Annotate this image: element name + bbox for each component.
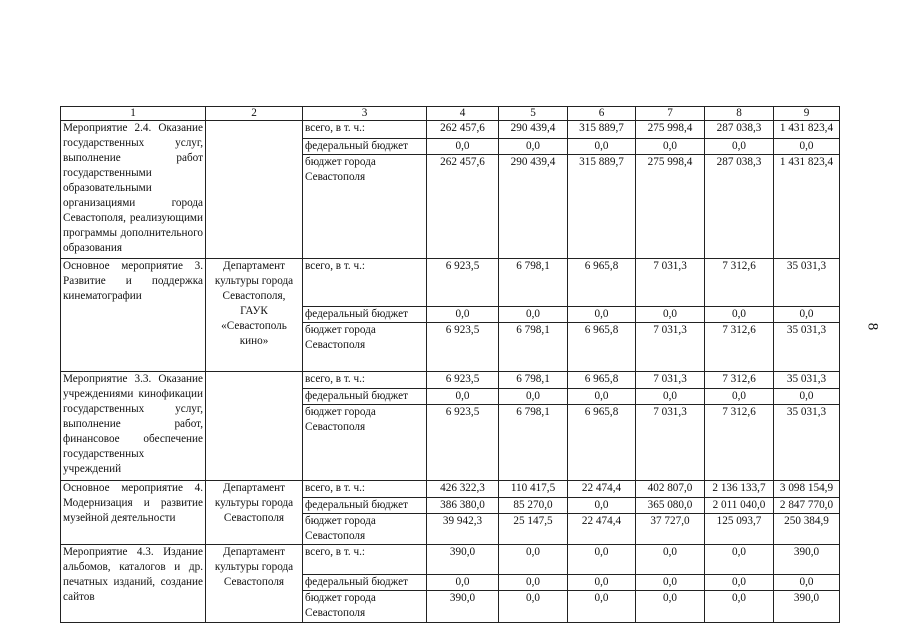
value-cell: 426 322,3 — [427, 481, 499, 498]
value-cell: 6 923,5 — [427, 259, 499, 307]
value-cell: 0,0 — [427, 139, 499, 155]
value-cell: 22 474,4 — [568, 514, 636, 545]
value-cell: 6 923,5 — [427, 405, 499, 481]
funding-source-cell: бюджет города Севастополя — [303, 155, 427, 259]
value-cell: 365 080,0 — [636, 498, 705, 514]
value-cell: 0,0 — [568, 498, 636, 514]
responsible-cell — [206, 372, 303, 481]
value-cell: 0,0 — [499, 139, 568, 155]
value-cell: 6 965,8 — [568, 259, 636, 307]
value-cell: 7 312,6 — [705, 405, 774, 481]
value-cell: 287 038,3 — [705, 155, 774, 259]
value-cell: 7 312,6 — [705, 372, 774, 389]
value-cell: 402 807,0 — [636, 481, 705, 498]
measure-cell: Основное мероприятие 4. Модернизация и развитие музейной деятельности — [61, 481, 206, 545]
column-header: 4 — [427, 107, 499, 121]
funding-source-cell: всего, в т. ч.: — [303, 545, 427, 575]
funding-source-cell: федеральный бюджет — [303, 498, 427, 514]
value-cell: 35 031,3 — [774, 259, 840, 307]
table-row — [61, 372, 840, 389]
value-cell: 290 439,4 — [499, 121, 568, 139]
funding-source-cell: всего, в т. ч.: — [303, 121, 427, 139]
value-cell: 35 031,3 — [774, 405, 840, 481]
value-cell: 386 380,0 — [427, 498, 499, 514]
value-cell: 0,0 — [705, 545, 774, 575]
value-cell: 110 417,5 — [499, 481, 568, 498]
value-cell: 0,0 — [636, 545, 705, 575]
value-cell: 0,0 — [636, 307, 705, 323]
value-cell: 390,0 — [427, 591, 499, 623]
table-row — [61, 481, 840, 498]
value-cell: 25 147,5 — [499, 514, 568, 545]
value-cell: 7 031,3 — [636, 372, 705, 389]
value-cell: 390,0 — [774, 591, 840, 623]
column-header: 2 — [206, 107, 303, 121]
table-row — [61, 545, 840, 575]
value-cell: 22 474,4 — [568, 481, 636, 498]
value-cell: 0,0 — [499, 307, 568, 323]
value-cell: 3 098 154,9 — [774, 481, 840, 498]
measure-cell: Мероприятие 2.4. Оказание государственных услуг, выполнение работ государственными образовательными организациями города Севастополя, реализующими программы дополнительного образования — [61, 121, 206, 259]
value-cell: 39 942,3 — [427, 514, 499, 545]
value-cell: 37 727,0 — [636, 514, 705, 545]
funding-source-cell: всего, в т. ч.: — [303, 259, 427, 307]
funding-source-cell: бюджет города Севастополя — [303, 591, 427, 623]
funding-source-cell: федеральный бюджет — [303, 139, 427, 155]
value-cell: 0,0 — [705, 307, 774, 323]
value-cell: 0,0 — [568, 591, 636, 623]
value-cell: 0,0 — [705, 575, 774, 591]
value-cell: 0,0 — [705, 139, 774, 155]
value-cell: 250 384,9 — [774, 514, 840, 545]
value-cell: 6 798,1 — [499, 372, 568, 389]
value-cell: 6 923,5 — [427, 372, 499, 389]
value-cell: 0,0 — [427, 389, 499, 405]
value-cell: 125 093,7 — [705, 514, 774, 545]
column-header: 8 — [705, 107, 774, 121]
value-cell: 275 998,4 — [636, 155, 705, 259]
value-cell: 315 889,7 — [568, 155, 636, 259]
budget-table — [60, 106, 840, 623]
value-cell: 0,0 — [705, 389, 774, 405]
column-header: 9 — [774, 107, 840, 121]
page-number: 8 — [864, 322, 881, 331]
value-cell: 7 312,6 — [705, 323, 774, 372]
header-row — [61, 107, 840, 121]
value-cell: 6 923,5 — [427, 323, 499, 372]
responsible-cell: Департамент культуры города Севастополя — [206, 481, 303, 545]
funding-source-cell: федеральный бюджет — [303, 389, 427, 405]
value-cell: 6 965,8 — [568, 323, 636, 372]
funding-source-cell: бюджет города Севастополя — [303, 514, 427, 545]
value-cell: 0,0 — [568, 575, 636, 591]
funding-source-cell: всего, в т. ч.: — [303, 372, 427, 389]
funding-source-cell: бюджет города Севастополя — [303, 405, 427, 481]
value-cell: 0,0 — [636, 575, 705, 591]
funding-source-cell: федеральный бюджет — [303, 575, 427, 591]
column-header: 1 — [61, 107, 206, 121]
value-cell: 6 965,8 — [568, 405, 636, 481]
value-cell: 275 998,4 — [636, 121, 705, 139]
value-cell: 2 136 133,7 — [705, 481, 774, 498]
value-cell: 0,0 — [774, 139, 840, 155]
value-cell: 6 798,1 — [499, 405, 568, 481]
value-cell: 0,0 — [774, 389, 840, 405]
value-cell: 35 031,3 — [774, 372, 840, 389]
measure-cell: Мероприятие 3.3. Оказание учреждениями кинофикации государственных услуг, выполнение работ, финансовое обеспечение государственных учреждений — [61, 372, 206, 481]
value-cell: 7 312,6 — [705, 259, 774, 307]
value-cell: 0,0 — [499, 545, 568, 575]
measure-cell: Мероприятие 4.3. Издание альбомов, каталогов и др. печатных изданий, создание сайтов — [61, 545, 206, 623]
value-cell: 0,0 — [774, 575, 840, 591]
value-cell: 0,0 — [568, 389, 636, 405]
value-cell: 0,0 — [499, 575, 568, 591]
responsible-cell: Департамент культуры города Севастополя, ГАУК «Севастополь кино» — [206, 259, 303, 372]
value-cell: 287 038,3 — [705, 121, 774, 139]
value-cell: 0,0 — [705, 591, 774, 623]
value-cell: 6 798,1 — [499, 323, 568, 372]
table-row — [61, 259, 840, 307]
value-cell: 1 431 823,4 — [774, 155, 840, 259]
value-cell: 0,0 — [636, 591, 705, 623]
value-cell: 2 011 040,0 — [705, 498, 774, 514]
responsible-cell — [206, 121, 303, 259]
column-header: 7 — [636, 107, 705, 121]
value-cell: 6 965,8 — [568, 372, 636, 389]
responsible-cell: Департамент культуры города Севастополя — [206, 545, 303, 623]
value-cell: 0,0 — [636, 389, 705, 405]
value-cell: 290 439,4 — [499, 155, 568, 259]
value-cell: 35 031,3 — [774, 323, 840, 372]
value-cell: 315 889,7 — [568, 121, 636, 139]
value-cell: 7 031,3 — [636, 405, 705, 481]
funding-source-cell: всего, в т. ч.: — [303, 481, 427, 498]
value-cell: 0,0 — [774, 307, 840, 323]
value-cell: 2 847 770,0 — [774, 498, 840, 514]
value-cell: 6 798,1 — [499, 259, 568, 307]
value-cell: 0,0 — [427, 575, 499, 591]
value-cell: 262 457,6 — [427, 121, 499, 139]
column-header: 6 — [568, 107, 636, 121]
value-cell: 1 431 823,4 — [774, 121, 840, 139]
value-cell: 0,0 — [499, 591, 568, 623]
value-cell: 0,0 — [568, 545, 636, 575]
value-cell: 390,0 — [774, 545, 840, 575]
value-cell: 0,0 — [427, 307, 499, 323]
value-cell: 0,0 — [568, 307, 636, 323]
value-cell: 0,0 — [636, 139, 705, 155]
column-header: 3 — [303, 107, 427, 121]
table-row — [61, 121, 840, 139]
table-body — [61, 107, 840, 623]
value-cell: 0,0 — [499, 389, 568, 405]
measure-cell: Основное мероприятие 3. Развитие и поддержка кинематографии — [61, 259, 206, 372]
value-cell: 390,0 — [427, 545, 499, 575]
value-cell: 7 031,3 — [636, 323, 705, 372]
value-cell: 7 031,3 — [636, 259, 705, 307]
column-header: 5 — [499, 107, 568, 121]
funding-source-cell: бюджет города Севастополя — [303, 323, 427, 372]
value-cell: 85 270,0 — [499, 498, 568, 514]
value-cell: 262 457,6 — [427, 155, 499, 259]
funding-source-cell: федеральный бюджет — [303, 307, 427, 323]
value-cell: 0,0 — [568, 139, 636, 155]
